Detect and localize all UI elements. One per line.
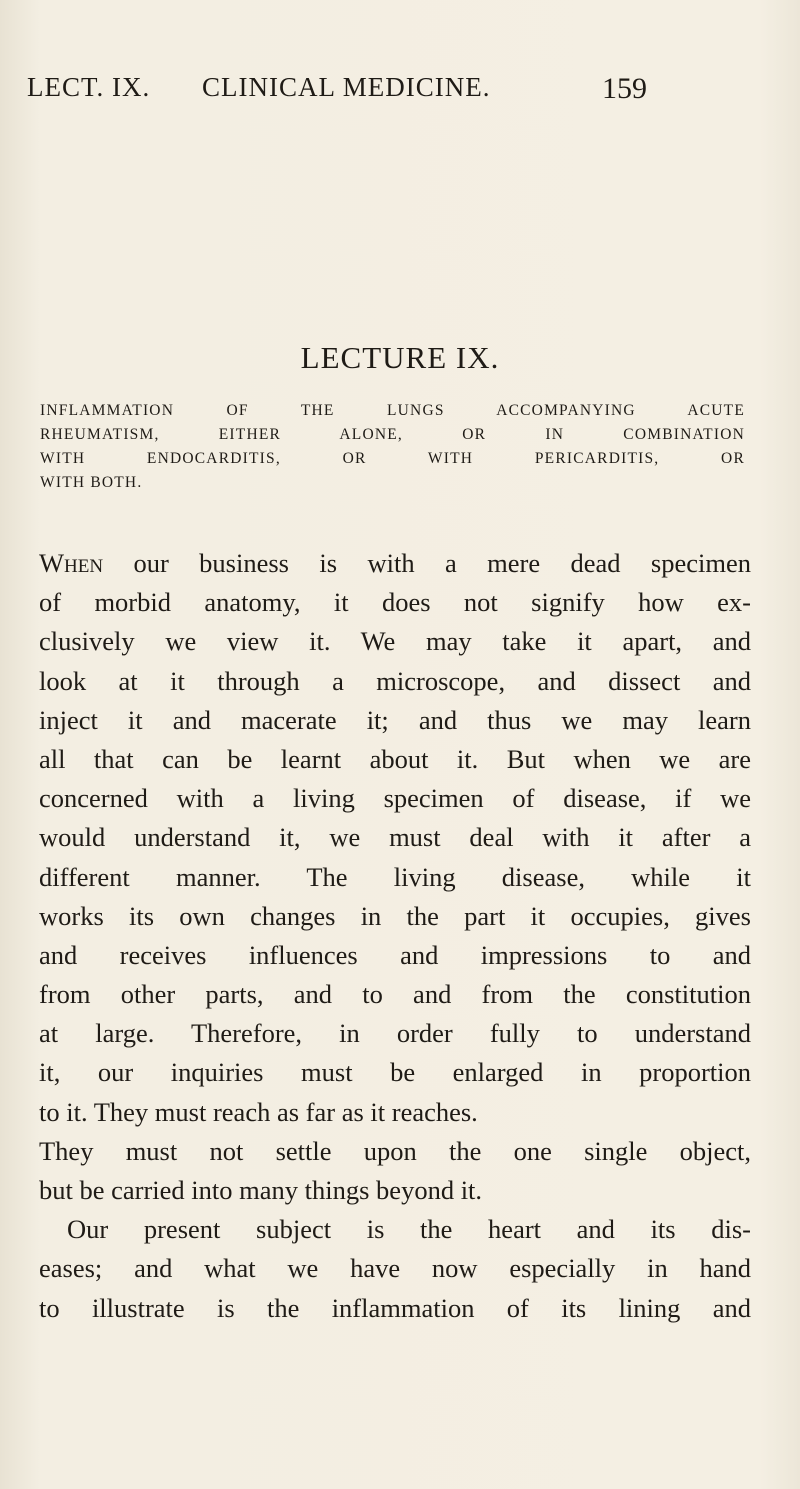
- lecture-subtitle: [40, 399, 745, 495]
- body-line: all that can be learnt about it. But when we are: [39, 743, 751, 774]
- header-lecture-ref: LECT. IX.: [27, 72, 151, 102]
- subtitle-line: WITH BOTH.: [40, 474, 143, 491]
- body-line: to it. They must reach as far as it reaches.: [39, 1096, 478, 1127]
- body-line: They must not settle upon the one single object,: [39, 1135, 751, 1166]
- body-line: clusively we view it. We may take it apart, and: [39, 626, 751, 657]
- body-line: [39, 544, 751, 583]
- subtitle-line: RHEUMATISM, EITHER ALONE, OR IN COMBINATION: [40, 426, 745, 443]
- lecture-title: LECTURE IX.: [300, 340, 500, 375]
- body-line: but be carried into many things beyond it.: [39, 1175, 483, 1205]
- subtitle-line: INFLAMMATION OF THE LUNGS ACCOMPANYING ACUTE: [40, 402, 745, 419]
- drop-word: When: [39, 548, 104, 578]
- body-line: concerned with a living specimen of disease, if we: [39, 783, 751, 814]
- running-header: [27, 72, 677, 112]
- body-line: different manner. The living disease, while it: [39, 861, 751, 892]
- body-line: and receives influences and impressions to and: [39, 939, 751, 970]
- body-line: it, our inquiries must be enlarged in proportion: [39, 1057, 751, 1088]
- body-line: eases; and what we have now especially in hand: [39, 1253, 751, 1284]
- body-line: inject it and macerate it; and thus we may learn: [39, 704, 751, 735]
- subtitle-line: WITH ENDOCARDITIS, OR WITH PERICARDITIS, OR: [40, 450, 745, 467]
- body-line: look at it through a microscope, and dissect and: [39, 665, 751, 696]
- page-number: 159: [602, 72, 647, 105]
- body-paragraphs: [39, 544, 751, 1328]
- body-line: from other parts, and to and from the constitution: [39, 979, 751, 1010]
- header-book-title: CLINICAL MEDICINE.: [202, 72, 491, 102]
- body-line: works its own changes in the part it occupies, gives: [39, 900, 751, 931]
- body-line: of morbid anatomy, it does not signify how ex-: [39, 587, 751, 618]
- body-line: to illustrate is the inflammation of its lining and: [39, 1292, 751, 1323]
- body-line: would understand it, we must deal with it after a: [39, 822, 751, 853]
- body-line: at large. Therefore, in order fully to understand: [39, 1018, 751, 1049]
- body-line: Our present subject is the heart and its dis-: [67, 1214, 751, 1245]
- body-line-text: our business is with a mere dead specimen: [103, 548, 751, 578]
